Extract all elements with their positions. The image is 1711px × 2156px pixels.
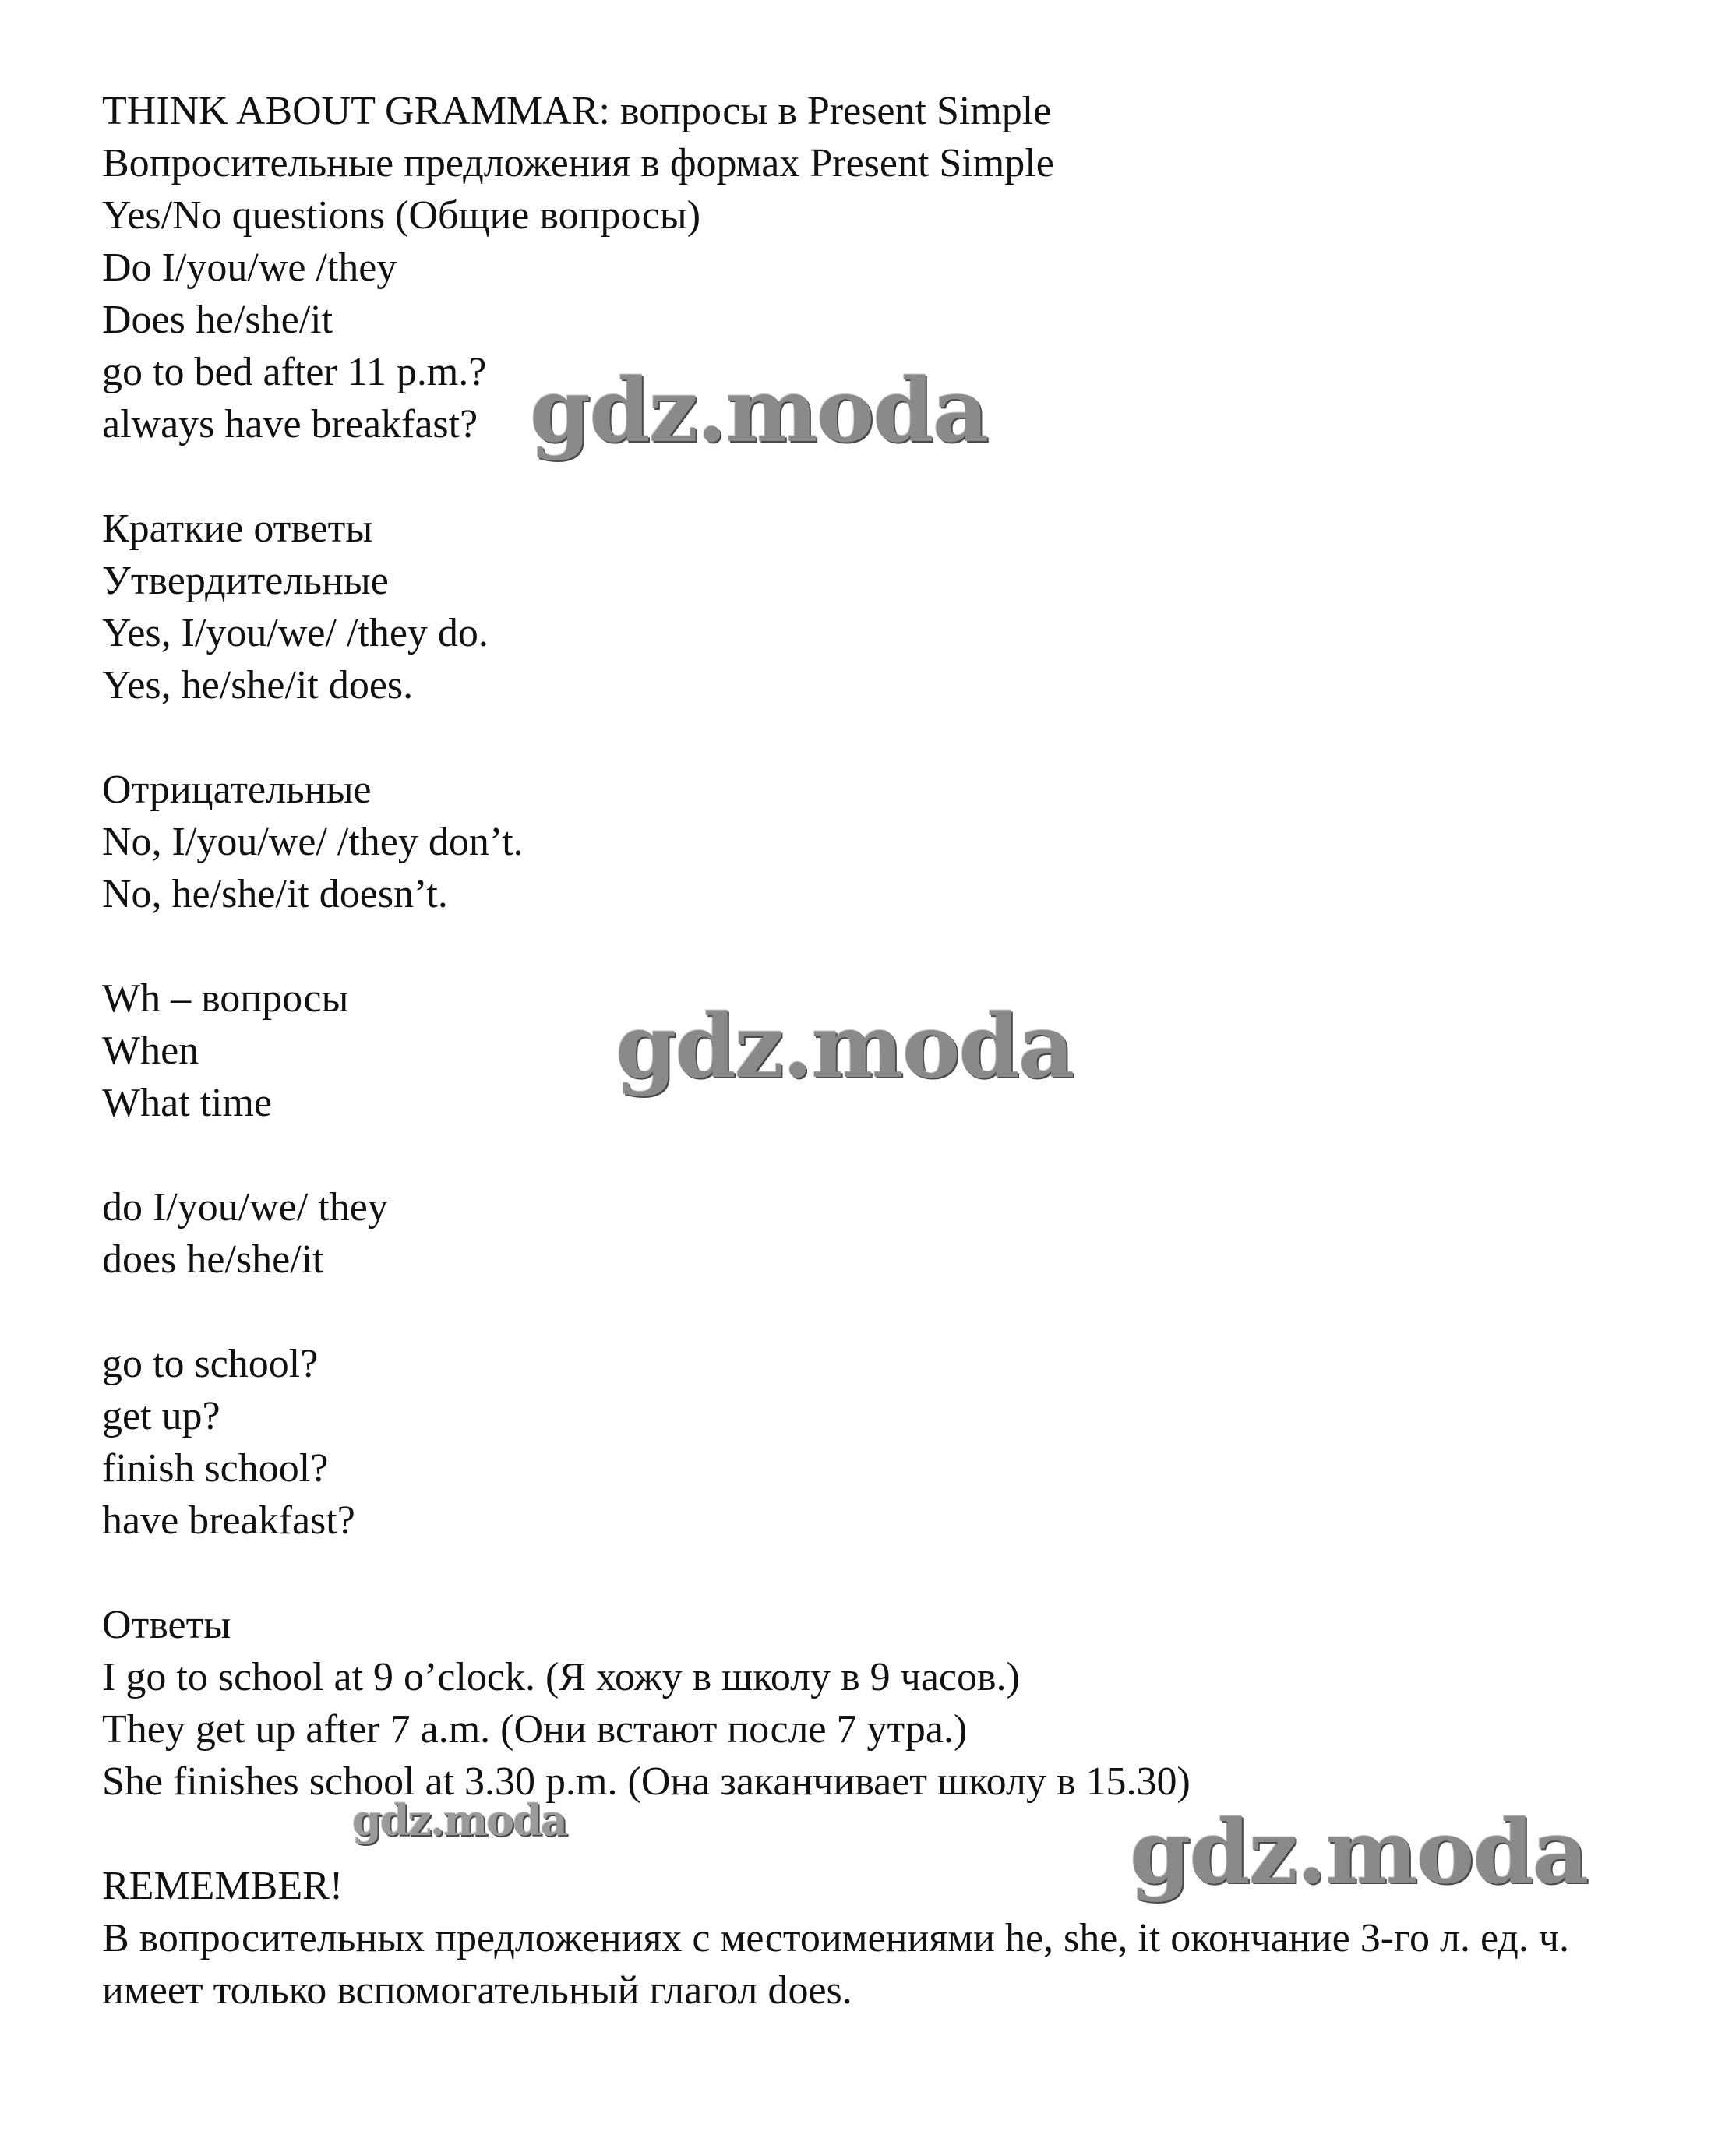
negative-heading: Отрицательные	[102, 767, 372, 812]
yes-no-heading: Yes/No questions (Общие вопросы)	[102, 193, 701, 238]
positive-answer-2: Yes, he/she/it does.	[102, 663, 414, 707]
wh-heading: Wh – вопросы	[102, 976, 349, 1021]
wh-verb-4: have breakfast?	[102, 1498, 355, 1543]
positive-answer-1: Yes, I/you/we/ /they do.	[102, 611, 489, 655]
remember-text: В вопросительных предложениях с местоимениями he, she, it окончание 3-го л. ед. ч. имеет только вспомогательный глагол does.	[102, 1916, 1569, 2013]
watermark-logo: gdz.moda	[616, 996, 1074, 1098]
negative-answer-1: No, I/you/we/ /they don’t.	[102, 820, 524, 864]
watermark-logo: gdz.moda	[1130, 1801, 1588, 1904]
yes-no-aux-does: Does he/she/it	[102, 298, 333, 342]
yes-no-question-1: go to bed after 11 p.m.?	[102, 350, 487, 394]
watermark-logo: gdz.moda	[352, 1795, 566, 1845]
answer-2: They get up after 7 a.m. (Они встают после 7 утра.)	[102, 1707, 968, 1752]
document-title: THINK ABOUT GRAMMAR: вопросы в Present Simple	[102, 89, 1052, 133]
wh-word-when: When	[102, 1029, 199, 1073]
wh-aux-do: do I/you/we/ they	[102, 1185, 388, 1230]
answers-heading: Ответы	[102, 1603, 231, 1647]
yes-no-question-2: always have breakfast?	[102, 402, 478, 446]
wh-verb-2: get up?	[102, 1394, 220, 1438]
wh-aux-does: does he/she/it	[102, 1237, 324, 1282]
watermark-logo: gdz.moda	[530, 360, 988, 462]
wh-verb-3: finish school?	[102, 1446, 329, 1491]
wh-verb-1: go to school?	[102, 1342, 319, 1386]
remember-heading: REMEMBER!	[102, 1864, 344, 1908]
answer-3: She finishes school at 3.30 p.m. (Она заканчивает школу в 15.30)	[102, 1759, 1191, 1804]
document-subtitle: Вопросительные предложения в формах Present Simple	[102, 141, 1054, 185]
answer-1: I go to school at 9 o’clock. (Я хожу в школу в 9 часов.)	[102, 1655, 1020, 1699]
positive-heading: Утвердительные	[102, 559, 389, 603]
short-answers-heading: Краткие ответы	[102, 506, 373, 551]
wh-word-what-time: What time	[102, 1081, 273, 1125]
yes-no-aux-do: Do I/you/we /they	[102, 245, 397, 290]
negative-answer-2: No, he/she/it doesn’t.	[102, 872, 448, 916]
